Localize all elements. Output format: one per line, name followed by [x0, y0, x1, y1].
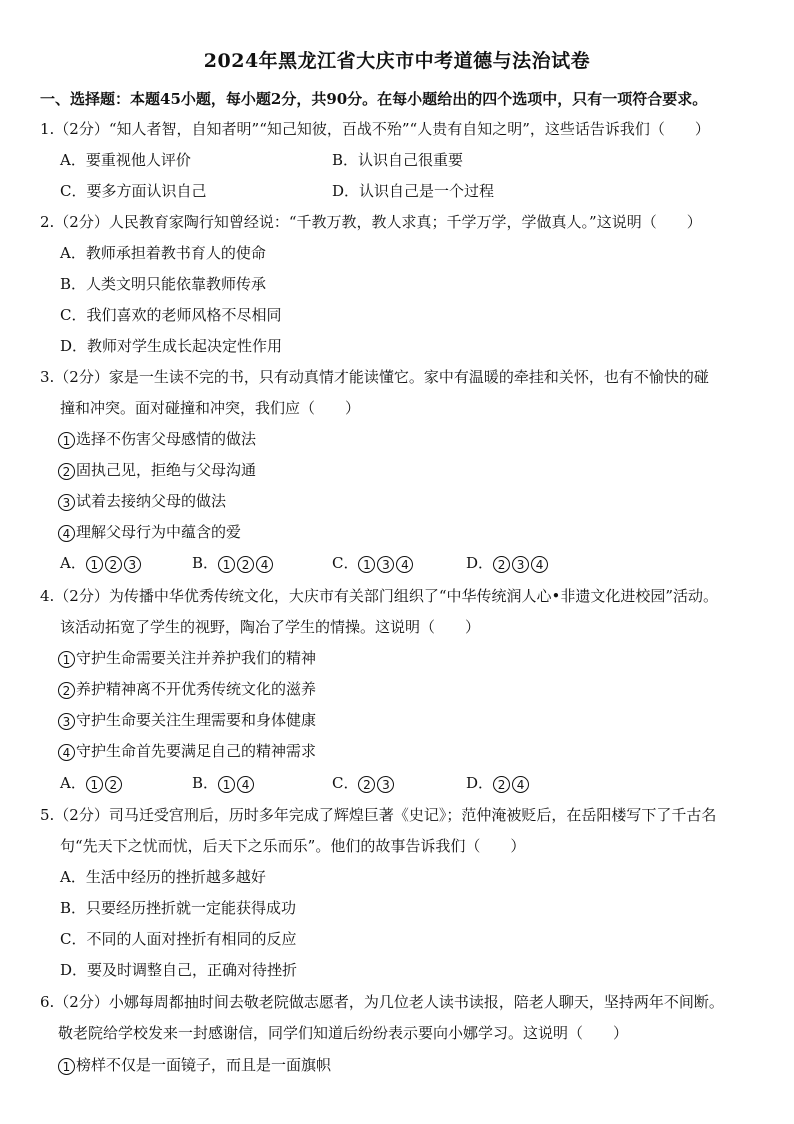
circled-number-icon: 4	[256, 556, 273, 573]
q2-option-c[interactable]: C．我们喜欢的老师风格不尽相同	[60, 306, 282, 324]
q6-stem-line2: 敬老院给学校发来一封感谢信，同学们知道后纷纷表示要向小娜学习。这说明（ ）	[58, 1024, 629, 1042]
q4-option-a[interactable]	[60, 773, 124, 793]
circled-number-icon: 1	[58, 432, 75, 449]
circled-number-icon: 3	[512, 556, 529, 573]
q3-item-4	[58, 522, 241, 542]
exam-title: 2024年黑龙江省大庆市中考道德与法治试卷	[203, 50, 591, 72]
q1-option-a[interactable]: A．要重视他人评价	[60, 151, 191, 169]
q1-option-d[interactable]: D．认识自己是一个过程	[332, 182, 495, 200]
option-letter: A．	[60, 774, 86, 792]
circled-number-icon: 3	[58, 713, 75, 730]
q4-item-3	[58, 710, 316, 730]
q3-item-3-text: 试着去接纳父母的做法	[76, 492, 227, 510]
option-letter: C．	[332, 774, 359, 792]
circled-number-icon: 2	[58, 463, 75, 480]
circled-number-icon: 2	[493, 776, 510, 793]
circled-number-icon: 1	[218, 776, 235, 793]
q6-stem-line1: 6.（2分）小娜每周都抽时间去敬老院做志愿者，为几位老人读书读报，陪老人聊天，坚持两年不间断。	[40, 993, 724, 1011]
option-letter: C．	[332, 554, 359, 572]
circled-number-icon: 1	[58, 1058, 75, 1075]
q5-option-d[interactable]: D．要及时调整自己，正确对待挫折	[60, 961, 298, 979]
q2-option-a[interactable]: A．教师承担着教书育人的使命	[60, 244, 266, 262]
q2-option-d[interactable]: D．教师对学生成长起决定性作用	[60, 337, 283, 355]
q6-item-1	[58, 1055, 331, 1075]
q5-option-b[interactable]: B．只要经历挫折就一定能获得成功	[60, 899, 297, 917]
q1-option-b[interactable]: B．认识自己很重要	[332, 151, 464, 169]
circled-number-icon: 1	[58, 651, 75, 668]
section-header: 一、选择题：本题45小题，每小题2分，共90分。在每小题给出的四个选项中，只有一项符合要求。	[40, 90, 708, 108]
circled-number-icon: 2	[493, 556, 510, 573]
circled-number-icon: 3	[377, 556, 394, 573]
q4-item-4-text: 守护生命首先要满足自己的精神需求	[76, 742, 317, 760]
circled-number-icon: 2	[358, 776, 375, 793]
q3-item-2-text: 固执己见，拒绝与父母沟通	[76, 461, 257, 479]
q5-stem-line1: 5.（2分）司马迁受宫刑后，历时多年完成了辉煌巨著《史记》；范仲淹被贬后，在岳阳楼写下了千古名	[40, 806, 717, 824]
option-letter: D．	[466, 774, 494, 792]
q6-item-1-text: 榜样不仅是一面镜子，而且是一面旗帜	[76, 1056, 332, 1074]
circled-number-icon: 2	[58, 682, 75, 699]
circled-number-icon: 4	[396, 556, 413, 573]
circled-number-icon: 1	[86, 776, 103, 793]
q3-item-1-text: 选择不伤害父母感情的做法	[76, 430, 257, 448]
q4-item-1	[58, 648, 316, 668]
circled-number-icon: 3	[58, 494, 75, 511]
q4-option-c[interactable]	[332, 773, 396, 793]
q2-option-b[interactable]: B．人类文明只能依靠教师传承	[60, 275, 267, 293]
circled-number-icon: 2	[105, 556, 122, 573]
q3-stem-line1: 3.（2分）家是一生读不完的书，只有动真情才能读懂它。家中有温暖的牵挂和关怀，也有不愉快的碰	[40, 368, 709, 386]
q5-option-a[interactable]: A．生活中经历的挫折越多越好	[60, 868, 266, 886]
circled-number-icon: 4	[58, 744, 75, 761]
q3-option-a[interactable]	[60, 553, 143, 573]
option-letter: B．	[192, 554, 219, 572]
q5-option-c[interactable]: C．不同的人面对挫折有相同的反应	[60, 930, 297, 948]
q4-stem-line2: 该活动拓宽了学生的视野，陶冶了学生的情操。这说明（ ）	[60, 618, 481, 636]
option-letter: A．	[60, 554, 86, 572]
q4-item-2-text: 养护精神离不开优秀传统文化的滋养	[76, 680, 317, 698]
circled-number-icon: 3	[124, 556, 141, 573]
option-letter: B．	[192, 774, 219, 792]
circled-number-icon: 1	[218, 556, 235, 573]
q4-option-b[interactable]	[192, 773, 256, 793]
circled-number-icon: 4	[58, 525, 75, 542]
q3-item-2	[58, 460, 256, 480]
q3-option-d[interactable]	[466, 553, 550, 573]
q1-stem: 1.（2分）“知人者智，自知者明”“知己知彼，百战不殆”“人贵有自知之明”，这些话告诉我们（ ）	[40, 120, 710, 138]
q3-item-4-text: 理解父母行为中蕴含的爱	[76, 523, 242, 541]
q4-item-2	[58, 679, 316, 699]
circled-number-icon: 4	[512, 776, 529, 793]
q3-stem-line2: 撞和冲突。面对碰撞和冲突，我们应（ ）	[60, 399, 361, 417]
q4-stem-line1: 4.（2分）为传播中华优秀传统文化，大庆市有关部门组织了“中华传统润人心•非遗文化进校园”活动。	[40, 587, 719, 605]
q4-option-d[interactable]	[466, 773, 531, 793]
q3-option-c[interactable]	[332, 553, 415, 573]
q3-item-1	[58, 429, 256, 449]
circled-number-icon: 2	[237, 556, 254, 573]
q1-option-c[interactable]: C．要多方面认识自己	[60, 182, 207, 200]
circled-number-icon: 3	[377, 776, 394, 793]
q4-item-4	[58, 741, 316, 761]
q3-item-3	[58, 491, 226, 511]
circled-number-icon: 1	[86, 556, 103, 573]
circled-number-icon: 2	[105, 776, 122, 793]
q3-option-b[interactable]	[192, 553, 275, 573]
circled-number-icon: 4	[531, 556, 548, 573]
q2-stem: 2.（2分）人民教育家陶行知曾经说：“千教万教，教人求真；千学万学，学做真人。”这说明（ ）	[40, 213, 702, 231]
q4-item-1-text: 守护生命需要关注并养护我们的精神	[76, 649, 317, 667]
option-letter: D．	[466, 554, 494, 572]
circled-number-icon: 1	[358, 556, 375, 573]
q5-stem-line2: 句“先天下之忧而忧，后天下之乐而乐”。他们的故事告诉我们（ ）	[60, 837, 526, 855]
q4-item-3-text: 守护生命要关注生理需要和身体健康	[76, 711, 317, 729]
circled-number-icon: 4	[237, 776, 254, 793]
